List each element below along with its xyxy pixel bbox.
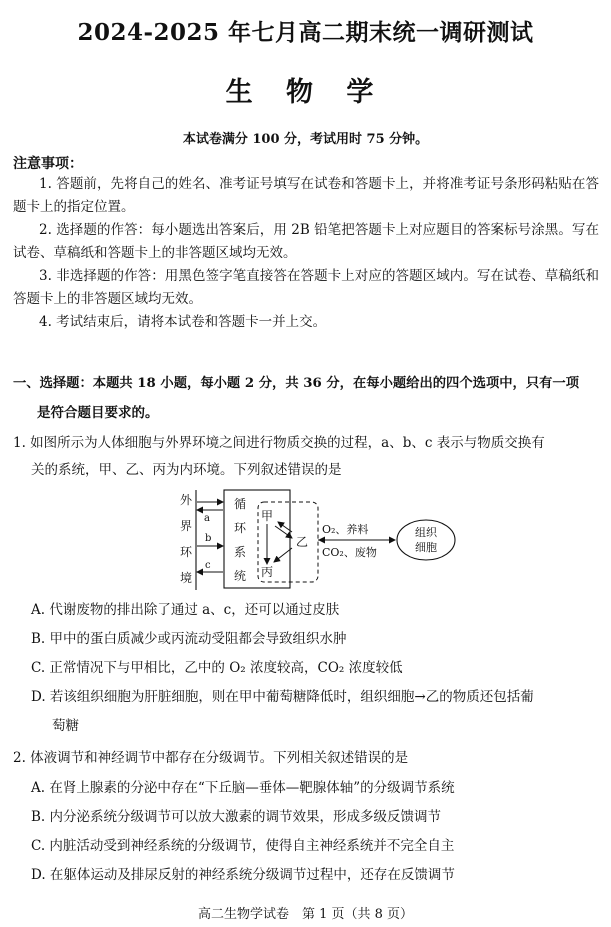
label-c: c	[205, 560, 211, 571]
label-b: b	[205, 533, 212, 544]
q2-option-b: B. 内分泌系统分级调节可以放大激素的调节效果，形成多级反馈调节	[31, 809, 442, 825]
q2-option-d: D. 在躯体运动及排尿反射的神经系统分级调节过程中，还存在反馈调节	[31, 867, 455, 883]
arrow-yi-to-bing	[274, 548, 292, 562]
node-jia: 甲	[261, 509, 274, 523]
section-title-line-1: 一、选择题：本题共 18 小题，每小题 2 分，共 36 分，在每小题给出的四个选项中，只有一项	[13, 376, 580, 391]
page-footer: 高二生物学试卷 第 1 页（共 8 页）	[197, 907, 414, 922]
tissue-cell-label-1: 组织	[415, 526, 437, 539]
label-co2-waste: CO₂、废物	[322, 546, 377, 559]
q1-stem-line-1: 1. 如图所示为人体细胞与外界环境之间进行物质交换的过程，a、b、c 表示与物质交换有	[13, 435, 545, 451]
q2-option-a: A. 在肾上腺素的分泌中存在“下丘脑—垂体—靶腺体轴”的分级调节系统	[31, 780, 455, 796]
circulatory-char-3: 系	[234, 545, 247, 559]
notice-heading: 注意事项：	[13, 156, 83, 172]
exam-title: 2024-2025 年七月高二期末统一调研测试	[77, 19, 534, 46]
q1-option-d-line-1: D. 若该组织细胞为肝脏细胞，则在甲中葡萄糖降低时，组织细胞→乙的物质还包括葡	[31, 689, 534, 705]
q1-option-a: A. 代谢废物的排出除了通过 a、c，还可以通过皮肤	[31, 602, 340, 618]
circulatory-char-4: 统	[234, 569, 247, 583]
outer-env-char-4: 境	[180, 571, 193, 585]
q2-stem: 2. 体液调节和神经调节中都存在分级调节。下列相关叙述错误的是	[13, 750, 409, 766]
tissue-cell-label-2: 细胞	[415, 541, 437, 554]
circulatory-char-1: 循	[234, 497, 247, 511]
label-a: a	[204, 513, 210, 524]
outer-env-char-1: 外	[180, 493, 193, 507]
exam-meta: 本试卷满分 100 分，考试用时 75 分钟。	[182, 132, 429, 147]
label-o2-nutrients: O₂、养料	[322, 523, 369, 536]
notice-item-1: 1. 答题前，先将自己的姓名、准考证号填写在试卷和答题卡上，并将准考证号条形码粘贴在答题卡上的指定位置。	[13, 176, 599, 215]
node-yi: 乙	[296, 535, 309, 549]
notice-item-3: 3. 非选择题的作答：用黑色签字笔直接答在答题卡上对应的答题区域内。写在试卷、草稿纸和答题卡上的非答题区域均无效。	[13, 268, 599, 307]
circulatory-char-2: 环	[234, 521, 247, 535]
outer-env-char-2: 界	[180, 519, 193, 533]
notice-item-4: 4. 考试结束后，请将本试卷和答题卡一并上交。	[39, 314, 327, 330]
q1-option-b: B. 甲中的蛋白质减少或丙流动受阻都会导致组织水肿	[31, 631, 347, 647]
node-bing: 丙	[261, 565, 274, 579]
section-title-line-2: 是符合题目要求的。	[37, 405, 159, 421]
q1-option-c: C. 正常情况下与甲相比，乙中的 O₂ 浓度较高，CO₂ 浓度较低	[31, 660, 403, 676]
outer-env-char-3: 环	[180, 545, 193, 559]
q2-option-c: C. 内脏活动受到神经系统的分级调节，使得自主神经系统并不完全自主	[31, 838, 455, 854]
notice-item-2: 2. 选择题的作答：每小题选出答案后，用 2B 铅笔把答题卡上对应题目的答案标号涂黑。写在试卷、草稿纸和答题卡上的非答题区域均无效。	[13, 222, 599, 261]
q1-stem-line-2: 关的系统，甲、乙、丙为内环境。下列叙述错误的是	[31, 462, 342, 478]
exchange-diagram	[168, 488, 468, 590]
subject-title: 生 物 学	[225, 77, 386, 108]
q1-option-d-line-2: 萄糖	[52, 718, 79, 734]
